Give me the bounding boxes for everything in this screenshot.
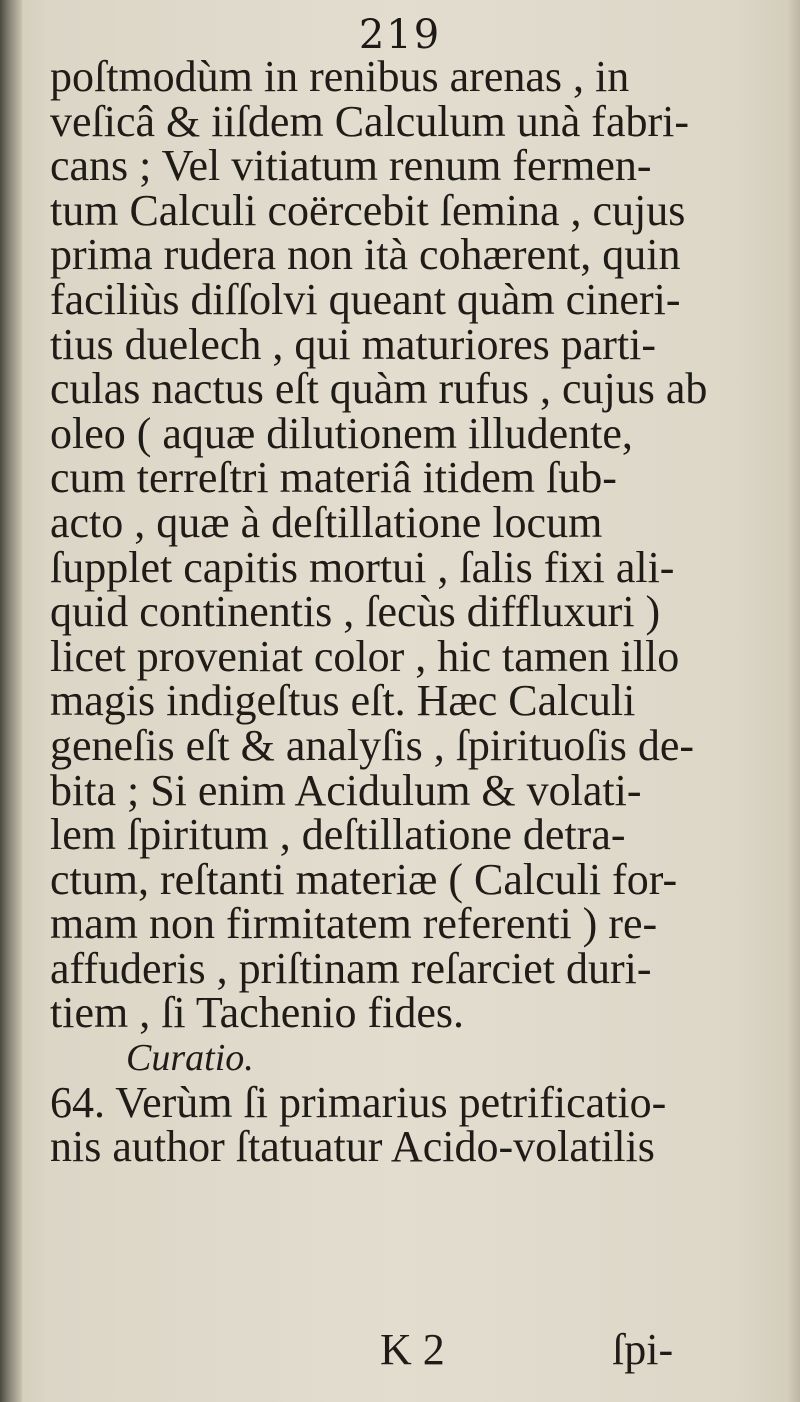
text-line: cans ; Vel vitiatum renum fermen-	[50, 141, 652, 191]
text-line: prima rudera non ità cohærent, quin	[50, 230, 681, 280]
page-number: 219	[358, 12, 442, 58]
catchword: ſpi-	[612, 1325, 674, 1374]
text-line: nis author ſtatuatur Acido-volatilis	[50, 1122, 655, 1172]
text-line: poſtmodùm in renibus arenas , in	[50, 52, 630, 101]
signature-mark: K 2	[380, 1325, 445, 1374]
page-footer	[0, 1325, 800, 1402]
text-line: affuderis , priſtinam reſarciet duri-	[50, 943, 652, 993]
text-line: ctum, reſtanti materiæ ( Calculi for-	[50, 854, 678, 904]
text-line: acto , quæ à deſtillatione locum	[50, 497, 603, 547]
text-line: geneſis eſt & analyſis , ſpirituoſis de-	[50, 720, 694, 770]
text-line: tius duelech , qui maturiores parti-	[50, 319, 657, 369]
text-line: ſupplet capitis mortui , ſalis fixi ali-	[50, 542, 675, 592]
text-line: tiem , ſi Tachenio fides.	[50, 988, 465, 1038]
body-text	[50, 52, 790, 1172]
text-line: lem ſpiritum , deſtillatione detra-	[50, 810, 626, 860]
binding-gutter	[0, 0, 22, 1402]
text-line: mam non firmitatem referenti ) re-	[50, 899, 658, 949]
text-line: quid continentis , ſecùs diffluxuri )	[50, 587, 661, 637]
text-line: faciliùs diſſolvi queant quàm cineri-	[50, 274, 681, 324]
text-line: tum Calculi coërcebit ſemina , cujus	[50, 185, 686, 235]
text-line: veſicâ & iiſdem Calculum unà fabri-	[50, 96, 690, 146]
text-line: cum terreſtri materiâ itidem ſub-	[50, 453, 617, 503]
text-line: bita ; Si enim Acidulum & volati-	[50, 765, 642, 815]
section-heading: Curatio.	[126, 1037, 254, 1080]
text-line: 64. Verùm ſi primarius petrificatio-	[50, 1077, 667, 1127]
text-line: licet proveniat color , hic tamen illo	[50, 631, 680, 681]
text-line: oleo ( aquæ dilutionem illudente,	[50, 408, 633, 458]
text-line: magis indigeſtus eſt. Hæc Calculi	[50, 676, 636, 726]
text-line: culas nactus eſt quàm rufus , cujus ab	[50, 364, 708, 414]
